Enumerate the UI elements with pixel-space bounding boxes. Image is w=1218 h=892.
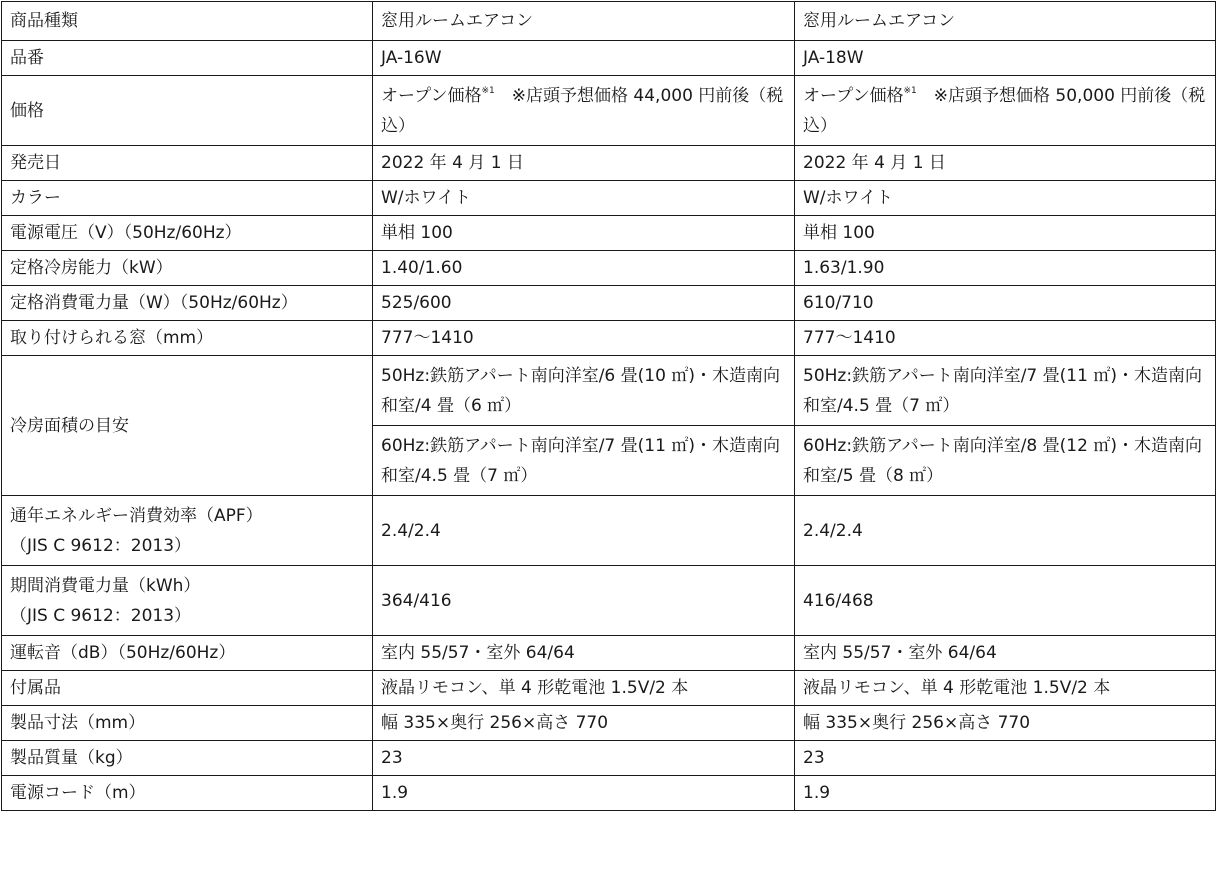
row-cooling-capacity: [2, 251, 1216, 286]
price-estimate: ※店頭予想価格 50,000 円前後（税込）: [803, 85, 1206, 136]
cell-model-b: 610/710: [795, 286, 1216, 321]
cell-model-a: 50Hz:鉄筋アパート南向洋室/6 畳(10 ㎡)・木造南向和室/4 畳（6 ㎡）: [373, 356, 795, 426]
row-label: 商品種類: [2, 2, 373, 41]
row-label: 取り付けられる窓（mm）: [2, 321, 373, 356]
row-cooling-area-50hz: [2, 356, 1216, 426]
cell-model-b: 2022 年 4 月 1 日: [795, 146, 1216, 181]
cell-model-a: 60Hz:鉄筋アパート南向洋室/7 畳(11 ㎡)・木造南向和室/4.5 畳（7 ㎡）: [373, 426, 795, 496]
row-label: 製品質量（kg）: [2, 741, 373, 776]
cell-model-a: [373, 76, 795, 146]
cell-model-b: 1.9: [795, 776, 1216, 811]
cell-model-b: 窓用ルームエアコン: [795, 2, 1216, 41]
cell-model-b: 2.4/2.4: [795, 496, 1216, 566]
row-power-consumption: [2, 286, 1216, 321]
footnote-mark: ※1: [903, 85, 917, 96]
price-open-label: オープン価格: [381, 85, 482, 106]
row-weight: [2, 741, 1216, 776]
cell-model-b: 1.63/1.90: [795, 251, 1216, 286]
cell-model-a: 2022 年 4 月 1 日: [373, 146, 795, 181]
row-product-type: [2, 2, 1216, 41]
row-label: 発売日: [2, 146, 373, 181]
cell-model-a: 364/416: [373, 566, 795, 636]
row-label: 付属品: [2, 671, 373, 706]
cell-model-b: 幅 335×奥行 256×高さ 770: [795, 706, 1216, 741]
cell-model-b: 777〜1410: [795, 321, 1216, 356]
row-label: 製品寸法（mm）: [2, 706, 373, 741]
cell-model-a: 液晶リモコン、単 4 形乾電池 1.5V/2 本: [373, 671, 795, 706]
cell-model-a: JA-16W: [373, 41, 795, 76]
cell-model-b: JA-18W: [795, 41, 1216, 76]
row-label: 電源コード（m）: [2, 776, 373, 811]
row-label: 冷房面積の目安: [2, 356, 373, 496]
row-label-line: 通年エネルギー消費効率（APF）: [10, 505, 263, 526]
row-model-number: [2, 41, 1216, 76]
row-label: 定格消費電力量（W）（50Hz/60Hz）: [2, 286, 373, 321]
cell-model-a: 室内 55/57・室外 64/64: [373, 636, 795, 671]
cell-model-b: 単相 100: [795, 216, 1216, 251]
row-release-date: [2, 146, 1216, 181]
row-accessories: [2, 671, 1216, 706]
cell-model-b: W/ホワイト: [795, 181, 1216, 216]
cell-model-a: W/ホワイト: [373, 181, 795, 216]
price-estimate: ※店頭予想価格 44,000 円前後（税込）: [381, 85, 784, 136]
row-label: [2, 496, 373, 566]
cell-model-a: 23: [373, 741, 795, 776]
cell-model-a: 525/600: [373, 286, 795, 321]
row-period-power: [2, 566, 1216, 636]
row-dimensions: [2, 706, 1216, 741]
cell-model-b: 60Hz:鉄筋アパート南向洋室/8 畳(12 ㎡)・木造南向和室/5 畳（8 ㎡）: [795, 426, 1216, 496]
row-label: 電源電圧（V）（50Hz/60Hz）: [2, 216, 373, 251]
row-label: 価格: [2, 76, 373, 146]
cell-model-a: 単相 100: [373, 216, 795, 251]
cell-model-a: 1.40/1.60: [373, 251, 795, 286]
row-color: [2, 181, 1216, 216]
row-label-line: （JIS C 9612：2013）: [10, 605, 192, 626]
row-label: 品番: [2, 41, 373, 76]
cell-model-a: 777〜1410: [373, 321, 795, 356]
row-window-size: [2, 321, 1216, 356]
row-label: 運転音（dB）（50Hz/60Hz）: [2, 636, 373, 671]
price-open-label: オープン価格: [803, 85, 904, 106]
cell-model-a: 窓用ルームエアコン: [373, 2, 795, 41]
cell-model-b: 室内 55/57・室外 64/64: [795, 636, 1216, 671]
cell-model-b: 50Hz:鉄筋アパート南向洋室/7 畳(11 ㎡)・木造南向和室/4.5 畳（7 ㎡）: [795, 356, 1216, 426]
cell-model-b: [795, 76, 1216, 146]
cell-model-b: 416/468: [795, 566, 1216, 636]
cell-model-b: 23: [795, 741, 1216, 776]
cell-model-a: 1.9: [373, 776, 795, 811]
row-label: [2, 566, 373, 636]
spec-table: [1, 1, 1216, 811]
row-label-line: 期間消費電力量（kWh）: [10, 575, 201, 596]
row-noise: [2, 636, 1216, 671]
cell-model-a: 幅 335×奥行 256×高さ 770: [373, 706, 795, 741]
row-price: [2, 76, 1216, 146]
row-label: 定格冷房能力（kW）: [2, 251, 373, 286]
row-apf: [2, 496, 1216, 566]
cell-model-a: 2.4/2.4: [373, 496, 795, 566]
row-label-line: （JIS C 9612：2013）: [10, 535, 192, 556]
footnote-mark: ※1: [481, 85, 495, 96]
row-voltage: [2, 216, 1216, 251]
cell-model-b: 液晶リモコン、単 4 形乾電池 1.5V/2 本: [795, 671, 1216, 706]
row-power-cord: [2, 776, 1216, 811]
row-label: カラー: [2, 181, 373, 216]
